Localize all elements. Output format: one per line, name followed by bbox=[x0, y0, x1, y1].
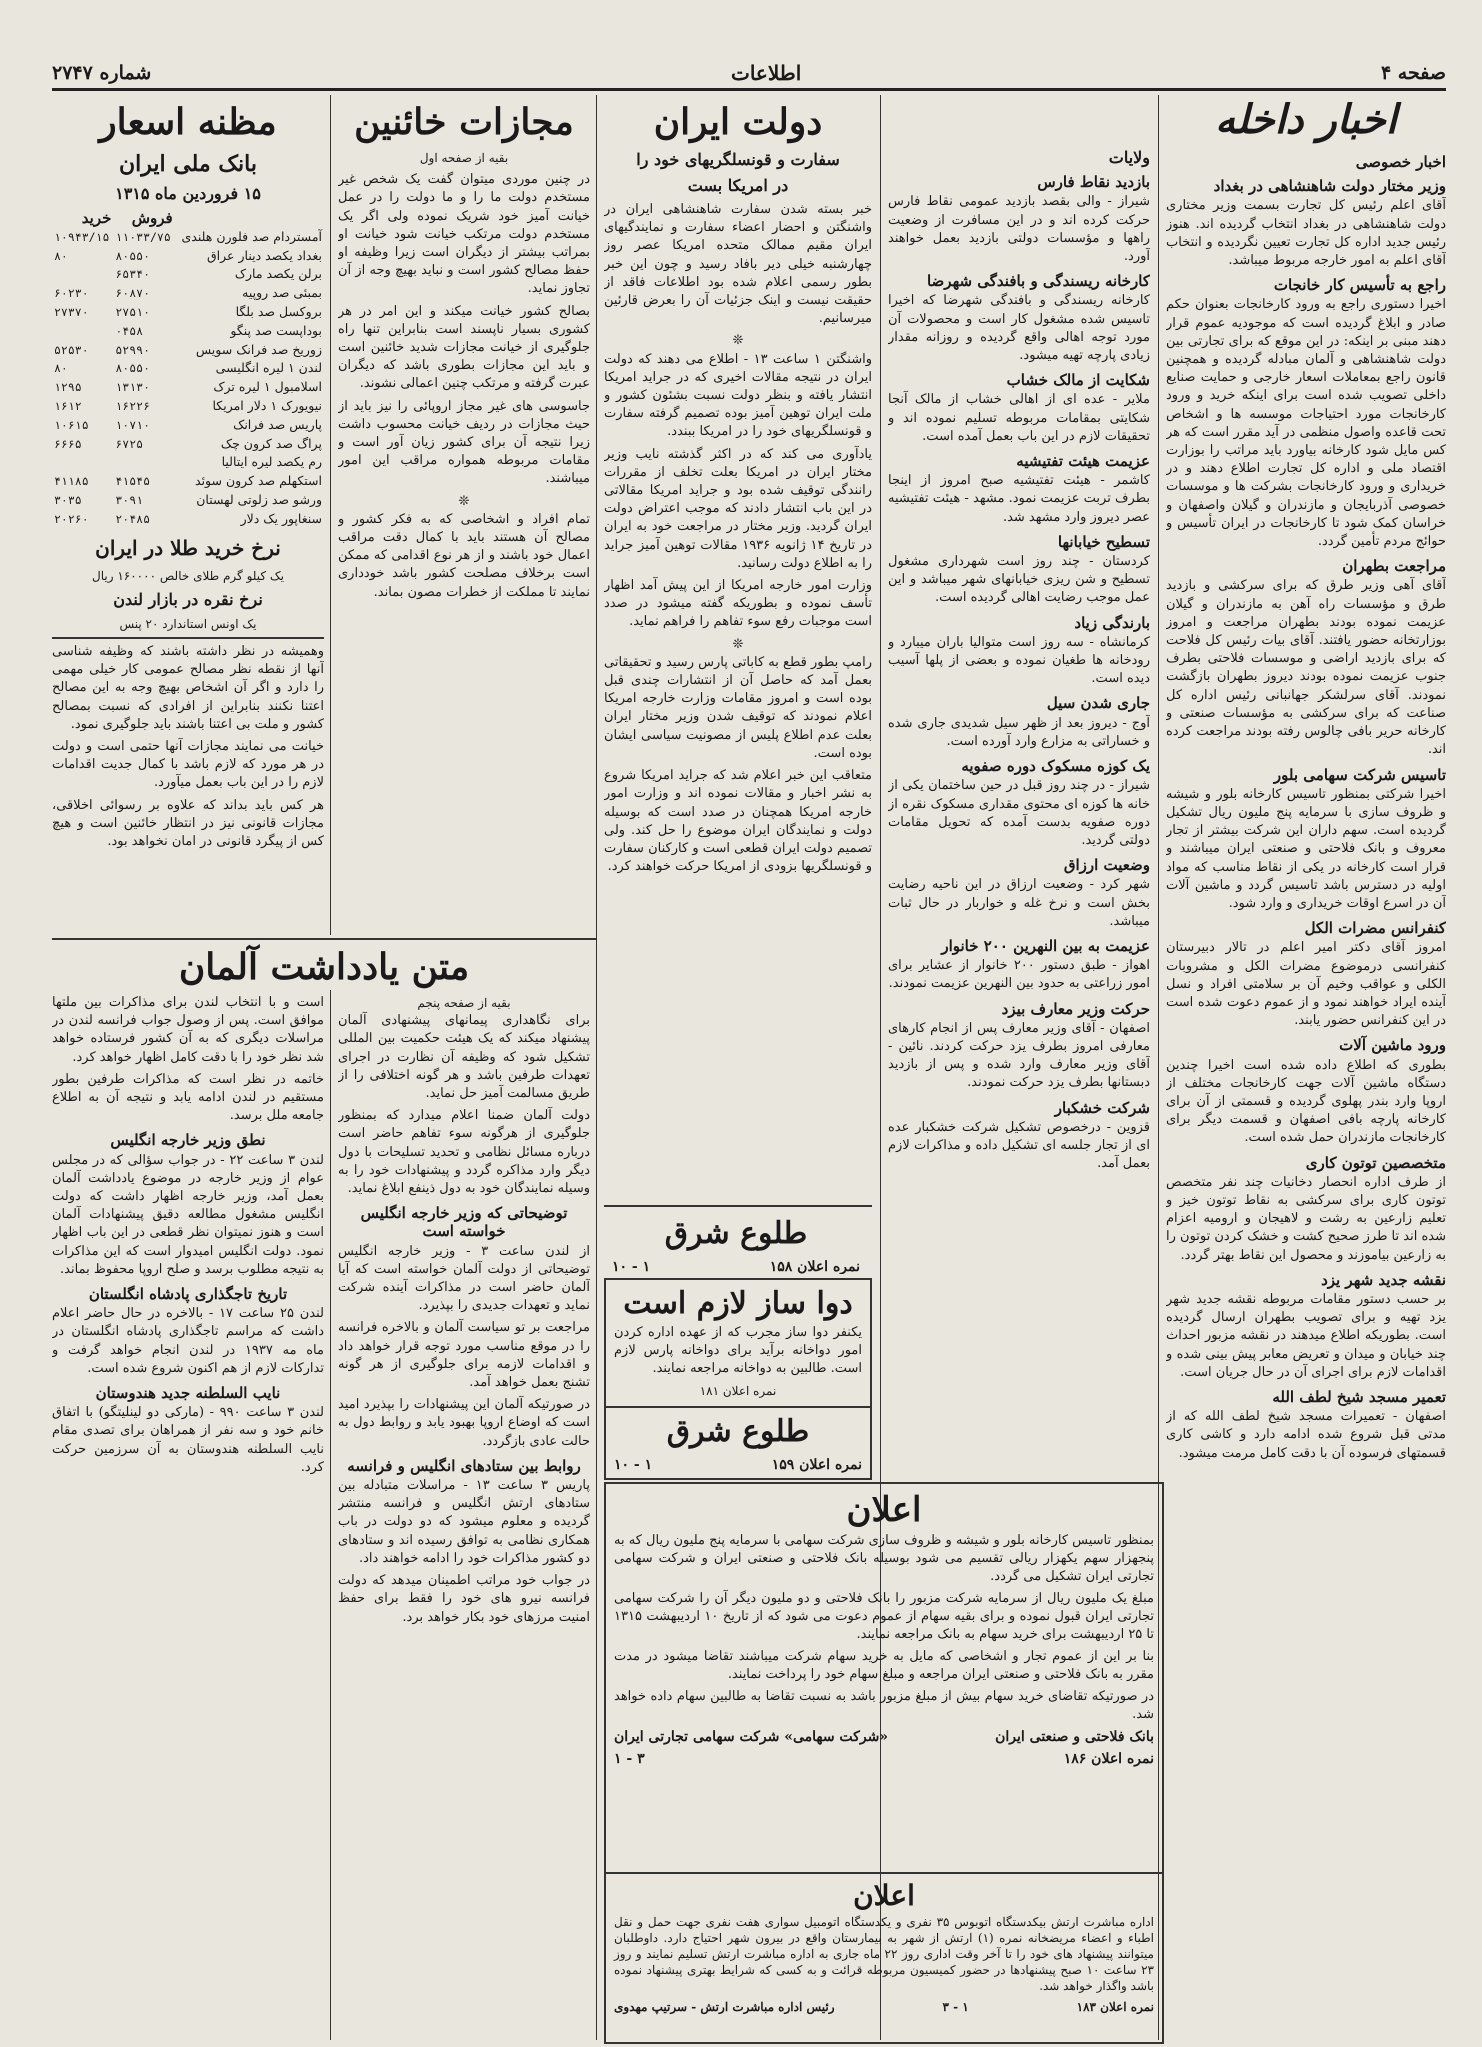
news-heading: عزیمت به بین النهرین ۲۰۰ خانوار bbox=[941, 936, 1150, 955]
rate-row: آمستردام صد فلورن هلندی ۱۱۰۳۳/۷۵ ۱۰۹۴۳/۱۵ bbox=[54, 228, 322, 244]
rate-row: پاریس صد فرانک ۱۰۷۱۰ ۱۰۶۱۵ bbox=[54, 416, 322, 432]
page-header bbox=[52, 58, 1446, 91]
article-paragraph: برای نگاهداری پیمانهای پیشنهادی آلمان پیشنهاد میکند که یک هیئت حکمیت بین المللی تشکیل شود که وظیفه آن نظارت در اجرای تعهدات طرفین باشد و هر گونه اختلافی را از طریق مسالمت آمیز حل نماید. bbox=[338, 1013, 590, 1102]
rate-row: نیویورک ۱ دلار امریکا ۱۶۲۲۶ ۱۶۱۲ bbox=[54, 397, 322, 413]
news-heading: ورود ماشین آلات bbox=[1339, 1036, 1446, 1055]
article-paragraph: لندن ۳ ساعت ۲۲ - در جواب سؤالی که در مجلس عوام از وزیر خارجه در موضوع یادداشت آلمان بعمل آمد، وزیر خارجه اظهار داشت که دولت انگلیس مشغول مطالعه دقیق پیشنهادات آلمان است و هنوز نمیتوان نظر قطعی در این باب اظهار نمود. دولت انگلیس امیدوار است که این مذاکرات به نتیجه مطلوب برسد و صلح اروپا محفوظ بماند. bbox=[52, 1152, 324, 1277]
article-paragraph: جاسوسی های غیر مجاز اروپائی را نیز باید از حیث مجازات در ردیف خیانت محسوب داشت زیرا نتیجه آن برای کشور زیان آور است و مقامات مربوطه همواره مراقب این امور میباشند. bbox=[338, 398, 590, 487]
rate-row: بروکسل صد بلگا ۲۷۵۱۰ ۲۷۳۷۰ bbox=[54, 303, 322, 319]
rate-row: بغداد یکصد دینار عراق ۸۰۵۵۰ ۸۰ bbox=[54, 247, 322, 263]
ad-number: نمره اعلان ۱۸۱ bbox=[699, 1384, 777, 1398]
separator-mark: ❊ bbox=[732, 636, 744, 652]
col-buy: خرید bbox=[81, 209, 112, 227]
rate-row: ورشو صد زلوتی لهستان ۳۰۹۱ ۳۰۳۵ bbox=[54, 491, 322, 507]
announcement-ad-2 bbox=[604, 1872, 1164, 2044]
article-paragraph: هر کس باید بداند که علاوه بر رسوائی اخلاقی، مجازات قانونی نیز در انتظار خائنین است و هیچ کس از پیگرد قانونی در امان نخواهد بود. bbox=[52, 797, 324, 849]
rate-row: برلن یکصد مارک ۶۵۳۴۰ bbox=[115, 266, 322, 282]
rates-title: مظنه اسعار bbox=[99, 101, 277, 143]
gold-line: یک کیلو گرم طلای خالص ۱۶۰۰۰۰ ریال bbox=[92, 568, 284, 583]
article-title: مجازات خائنین bbox=[354, 101, 574, 143]
news-heading: نقشه جدید شهر یزد bbox=[1321, 1270, 1446, 1289]
news-body: اصفهان - تعمیرات مسجد شیخ لطف الله که از مدتی قبل شروع شده ادامه دارد و کاشی کاری قسمتهای فرسوده آن با دقت کامل مرمت میشود. bbox=[1166, 1409, 1446, 1461]
news-body: شهر کرد - وضعیت ارزاق در این ناحیه رضایت بخش است و نرخ غله و خواربار در حال ثبات میباشد. bbox=[888, 877, 1150, 929]
ad-body: بنا بر این از عموم تجار و اشخاصی که مایل به خرید سهام شرکت میباشند تقاضا میشود در مدت مقرر به بانک فلاحتی و صنعتی ایران مراجعه و مبلغ سهام خود را پرداخت نمایند. bbox=[614, 1649, 1154, 1682]
rate-row: بوداپست صد پنگو ۰۴۵۸ bbox=[115, 322, 322, 338]
news-body: آقای اعلم رئیس کل تجارت بسمت وزیر مختاری دولت شاهنشاهی در بغداد انتخاب گردیده اند. هنوز رئیس جدید اداره کل تجارت تعیین نگردیده و انتخاب آقای اعلم به امور خارجه مربوط میباشد. bbox=[1166, 198, 1446, 269]
article-subtitle: سفارت و قونسلگریهای خود را bbox=[636, 150, 840, 169]
ad-pharmacist bbox=[604, 1278, 872, 1408]
rate-row: زوریخ صد فرانک سویس ۵۲۹۹۰ ۵۲۵۳۰ bbox=[54, 341, 322, 357]
news-heading: روابط بین ستادهای انگلیس و فرانسه bbox=[347, 1456, 581, 1475]
ad-body: مبلغ یک ملیون ریال از سرمایه شرکت مزبور را بانک فلاحتی و دو ملیون دیگر آن را شرکت سهامی تجارتی ایران قبول نموده و برای بقیه سهام از عموم دعوت می شود که از تاریخ ۱۰ اردیبهشت ۱۳۱۵ تا ۲۵ اردیبهشت برای خرید سهام به بانک مراجعه نمایند. bbox=[614, 1591, 1154, 1642]
column-rule bbox=[330, 990, 331, 2040]
news-body: اخیرا دستوری راجع به ورود کارخانجات بعنوان حکم صادر و ابلاغ گردیده است که موجودیه عموم قرار دهند مبنی بر اینکه: در این موقع که برای تجارتی بین دولت شاهنشاهی و آلمان مبادله گردیده و همچنین قانون راجع بمعاملات اسعار خارجی و حمایت صنایع داخلی تصویب شده است برای اینکه خرید و ورود کارخانجات مورد احتیاجات موسسه ها و اشخاص تحت قاعده واصول منظمی در آید مقرر است که هر کس مایل شود کارخانه بیاورد باید مراتب را بوزارت اقتصاد ملی و اداره کل تجارت اطلاع دهند و در خریداری و ورود کارخانجات بشرکت ها و موسسات خصوصی آذربایجان و مازندران و گیلان واصفهان و خراسان کمک شود تا کارخانجات در ایران تأسیس و حوائج مردم تأمین گردد. bbox=[1166, 297, 1446, 550]
news-heading: شرکت خشکبار bbox=[1054, 1098, 1150, 1117]
news-body: کارخانه ریسندگی و بافندگی شهرضا که اخیرا تاسیس شده مشغول کار است و محصولات آن مورد توجه اهالی واقع گردیده و روزانه مقدار زیادی پارچه تهیه میشود. bbox=[888, 293, 1150, 364]
news-block bbox=[1166, 276, 1446, 551]
article-paragraph: وزارت امور خارجه امریکا از این پیش آمد اظهار تأسف نموده و بطوریکه گفته میشود در صدد است موجبات رفع سوء تفاهم را فراهم نماید. bbox=[604, 578, 872, 630]
ad-signatures: بانک فلاحتی و صنعتی ایران «شرکت سهامی» شرکت سهامی تجارتی ایران bbox=[614, 1729, 1154, 1745]
news-heading: جاری شدن سیل bbox=[1046, 694, 1150, 713]
column-rule bbox=[330, 95, 331, 935]
ad-body: بمنظور تاسیس کارخانه بلور و شیشه و ظروف سازی شرکت سهامی با سرمایه پنج ملیون ریال که به پنجهزار سهم یکهزار ریالی تقسیم می شود بوسیله بانک فلاحتی و صنعتی ایران و شرکت سهامی تجارتی ایران تشکیل می گردد. bbox=[614, 1533, 1154, 1584]
news-body: قزوین - درخصوص تشکیل شرکت خشکبار عده ای از تجار جلسه ای تشکیل داده و مذاکرات لازم بعمل آمد. bbox=[888, 1119, 1150, 1172]
article-paragraph: متعاقب این خبر اعلام شد که جراید امریکا شروع به نشر اخبار و مقالات نموده اند و وزارت امور خارجه امریکا همچنان در صدد است که بوسیله دولت و نمایندگان ایران موضوع را حل کند. ولی تصمیم دولت ایران قطعی است و کارکنان سفارت و قونسلگریها بزودی از امریکا حرکت خواهند کرد. bbox=[604, 768, 872, 875]
ad-title: طلوع شرق bbox=[664, 1216, 808, 1251]
separator-mark: ❊ bbox=[458, 493, 470, 509]
article-subtitle: در امریکا بست bbox=[687, 176, 789, 195]
news-heading: شکایت از مالک خشاب bbox=[1006, 371, 1150, 390]
column-rule bbox=[596, 95, 597, 2040]
rate-row: بمبئی صد روپیه ۶۰۸۷۰ ۶۰۲۳۰ bbox=[54, 285, 322, 301]
rate-row: استکهلم صد کرون سوئد ۴۱۵۴۵ ۴۱۱۸۵ bbox=[54, 473, 322, 489]
news-block bbox=[888, 371, 1150, 446]
news-section-title: اخبار داخله bbox=[1215, 96, 1397, 143]
rate-row: پراگ صد کرون چک ۶۷۲۵ ۶۶۶۵ bbox=[54, 435, 322, 451]
ad-tulu-shargh-2 bbox=[604, 1406, 872, 1480]
article-title: دولت ایران bbox=[653, 101, 823, 143]
news-body: اصفهان - آقای وزیر معارف پس از انجام کارهای معارفی امروز بطرف یزد حرکت کردند. نائین - آقای وزیر معارف وارد شده و پس از بازدید دبستانها بطرف یزد حرکت نمودند. bbox=[888, 1020, 1150, 1091]
rate-row: لندن ۱ لیره انگلیسی ۸۰۵۵۰ ۸۰ bbox=[54, 360, 322, 376]
article-paragraph: از لندن ساعت ۳ - وزیر خارجه انگلیس توضیحاتی از دولت آلمان خواسته است که آیا آلمان حاضر است در مذاکرات آینده شرکت نماید و تعهدات جدیدی را بپذیرد. bbox=[338, 1243, 590, 1314]
article-paragraph: لندن ۲۵ ساعت ۱۷ - بالاخره در حال حاضر اعلام داشت که مراسم تاجگذاری پادشاه انگلستان در ماه مه ۱۹۳۷ در لندن انجام خواهد گرفت و تدارکات لازم از هم اکنون شروع شده است. bbox=[52, 1306, 324, 1376]
news-block bbox=[1166, 1388, 1446, 1463]
ad-title: اعلان bbox=[846, 1490, 922, 1530]
news-block bbox=[888, 937, 1150, 994]
col-sell: فروش bbox=[131, 209, 173, 227]
article-paragraph: تمام افراد و اشخاصی که به فکر کشور و مصالح آن هستند باید با کمال دقت مراقب اعمال خود باشند و از هر نوع اقدامی که ممکن است برخلاف مصلحت کشور باشد خودداری نمایند تا مملکت از خطرات مصون بماند. bbox=[338, 511, 590, 600]
rates-header-row bbox=[52, 209, 324, 228]
germany-article-left bbox=[52, 994, 324, 2039]
news-body: شیراز - والی بقصد بازدید عمومی نقاط فارس حرکت کرده اند و در این مسافرت از وضعیت راهها و مؤسسات دولتی بازدید بعمل خواهند آورد. bbox=[888, 194, 1150, 265]
news-body: اهواز - طبق دستور ۲۰۰ خانوار از عشایر برای امور زراعتی به حدود بین النهرین عزیمت نمودند. bbox=[888, 958, 1150, 992]
ad-title: اعلان bbox=[853, 1879, 915, 1912]
article-paragraph: خیانت می نمایند مجازات آنها حتمی است و دولت در هر مورد که لازم باشد با کمال جدیت اقدامات لازم را در این باب بعمل میآورد. bbox=[52, 738, 324, 791]
news-heading: متخصصین توتون کاری bbox=[1305, 1153, 1446, 1172]
ad-footer: نمره اعلان ۱۸۶ ۳ - ۱ bbox=[614, 1751, 1154, 1767]
continued-note: بقیه از صفحه اول bbox=[419, 151, 509, 165]
news-body: امروز آقای دکتر امیر اعلم در تالار دبیرستان کنفرانسی درموضوع مضرات الکل و مشروبات الکلی و عواقب وخیم آن بر سلامتی افراد و نسل آینده ایراد خواهند نمود و از عموم دعوت شده است در این کنفرانس حضور یابند. bbox=[1166, 940, 1446, 1029]
ad-body: در صورتیکه تقاضای خرید سهام بیش از مبلغ مزبور باشد به نسبت تقاضا به طالبین سهام داده خواهد شد. bbox=[614, 1689, 1154, 1722]
news-heading: توضیحاتی که وزیر خارجه انگلیس خواسته است bbox=[360, 1204, 568, 1241]
traitors-article bbox=[338, 95, 590, 930]
news-block bbox=[888, 614, 1150, 689]
news-heading: حرکت وزیر معارف بیزد bbox=[1001, 999, 1150, 1018]
news-block bbox=[1166, 766, 1446, 914]
news-body: بر حسب دستور مقامات مربوطه نقشه جدید شهر یزد تهیه و برای تصویب بطهران ارسال گردیده است. بطوریکه اطلاع میدهند در نقشه مزبور احداث چند خیابان و میدان و تعریض معابر پیش بینی شده و اقدامات لازم برای اجرای آن در حال جریان است. bbox=[1166, 1291, 1446, 1380]
rate-row: سنغاپور یک دلار ۲۰۴۸۵ ۲۰۲۶۰ bbox=[54, 510, 322, 526]
news-heading: تاریخ تاجگذاری پادشاه انگلستان bbox=[88, 1285, 288, 1304]
article-paragraph: وهمیشه در نظر داشته باشند که وظیفه شناسی آنها از نقطه نظر مصالح عمومی کار خیلی مهمی را دارد و اگر آن اشخاص بهیچ وجه به این مصالح اعتنا نکنند بنابراین از افرادی که نسبت بمصالح کشور و ملت بی اعتنا باشند باید جلوگیری نمود. bbox=[52, 643, 324, 732]
article-paragraph: لندن ۳ ساعت ۹۹۰ - (مارکی دو لینلیتگو) با اتفاق خانم خود و سه نفر از همراهان برای تصدی مقام نایب السلطنه هندوستان به آن سرزمین حرکت کرد. bbox=[52, 1405, 324, 1475]
rates-date: ۱۵ فروردین ماه ۱۳۱۵ bbox=[115, 184, 261, 203]
news-heading: تعمیر مسجد شیخ لطف الله bbox=[1272, 1388, 1446, 1406]
news-block bbox=[888, 856, 1150, 931]
rates-column bbox=[52, 95, 324, 935]
silver-title: نرخ نقره در بازار لندن bbox=[113, 589, 263, 609]
news-heading: راجع به تأسیس کار خانجات bbox=[1273, 276, 1446, 295]
rates-bank: بانک ملی ایران bbox=[118, 151, 257, 177]
news-block bbox=[1166, 1036, 1446, 1147]
article-paragraph: رامپ بطور قطع به کاباتی پارس رسید و تحقیقاتی بعمل آمد که حاصل آن از انتشارات چندی قبل بوده است و امروز مقامات وزارت خارجه امریکا اعلام نمودند که توقیف شدن وزیر مختار ایران بعلت عدم اطلاع پلیس از مصونیت سیاسی ایشان بوده است. bbox=[604, 654, 872, 761]
news-body: آوج - دیروز بعد از ظهر سیل شدیدی جاری شده و خساراتی به مزارع وارد آورده است. bbox=[888, 715, 1150, 749]
news-block bbox=[888, 272, 1150, 365]
article-paragraph: پاریس ۳ ساعت ۱۳ - مراسلات متبادله بین ستادهای ارتش انگلیس و فرانسه منتشر گردیده و معلوم میشود که دو دولت در باب همکاری نظامی به توافق رسیده اند و ستادهای دو کشور مذاکرات خود را ادامه خواهند داد. bbox=[338, 1478, 590, 1566]
article-paragraph: دولت آلمان ضمنا اعلام میدارد که بمنظور جلوگیری از هرگونه سوء تفاهم حاضر است درباره مسائل نظامی و تحدید تسلیحات با دول دیگر وارد مذاکره گردد و پیشنهادات خود را به وسیله نمایندگان خود به دول ذینفع ابلاغ نماید. bbox=[338, 1108, 590, 1197]
news-heading: وزیر مختار دولت شاهنشاهی در بغداد bbox=[1213, 177, 1446, 196]
article-paragraph: خبر بسته شدن سفارت شاهنشاهی ایران در واشنگتن و احضار اعضاء سفارت و نمایندگیهای ایران مقیم ممالک متحده امریکا عصر روز چهارشنبه خیلی دیر بافاد رسید و چون این خبر بطور رسمی اعلام شده بود اطلاعات فاقد از حقیقت نیست و اینک جزئیات آن را بعرض قارئین میرسانیم. bbox=[604, 202, 872, 327]
section-rule bbox=[604, 1205, 872, 1207]
news-body: کرمانشاه - سه روز است متوالیا باران میبارد و رودخانه ها طغیان نموده و بعضی از پلها آسیب دیده است. bbox=[888, 634, 1150, 687]
news-body: از طرف اداره انحصار دخانیات چند نفر متخصص توتون کاری برای سرکشی به نقاط توتون خیز و تعلیم زارعین به رشت و لاهیجان و ارومیه اعزام شده اند تا طرز صحیح کشت و خشک کردن توتون را به زارعین بیاموزند و محصول این نقاط بهتر گردد. bbox=[1166, 1174, 1446, 1263]
news-block bbox=[888, 694, 1150, 751]
news-heading: بازدید نقاط فارس bbox=[1037, 173, 1150, 192]
news-block bbox=[1166, 1271, 1446, 1382]
news-heading: کنفرانس مضرات الکل bbox=[1304, 919, 1446, 938]
news-heading: تاسیس شرکت سهامی بلور bbox=[1273, 765, 1446, 784]
news-block bbox=[888, 173, 1150, 266]
announcement-ad-1 bbox=[604, 1482, 1164, 1874]
issue-number: شماره ۲۷۴۷ bbox=[52, 62, 152, 84]
news-block bbox=[1166, 919, 1446, 1030]
news-block bbox=[1166, 177, 1446, 270]
paper-name: اطلاعات bbox=[731, 61, 802, 85]
article-paragraph: بصالح کشور خیانت میکند و این امر در هر کشوری بسیار ناپسند است بنابراین تنها راه جلوگیری از خیانت مجازات شدید خائنین است و باید این مجازات بطوری باشد که دیگران عبرت گرفته و مرتکب چنین اعمالی نشوند. bbox=[338, 303, 590, 392]
news-block bbox=[888, 533, 1150, 608]
article-paragraph: یادآوری می کند که در اکثر گذشته نایب وزیر مختار ایران در امریکا بعلت تخلف از مقررات رانندگی توقیف شده بود و جراید امریکا مقالاتی در این باب انتشار دادند که موجب اعتراض دولت ایران گردید. وزیر مختار در مراجعت خود به ایران در تاریخ ۱۴ ژانویه ۱۹۳۶ مقالات توهین آمیز جراید را به اطلاع دولت رسانید. bbox=[604, 446, 872, 571]
news-block bbox=[888, 452, 1150, 527]
germany-article-right bbox=[338, 994, 590, 2039]
news-block bbox=[888, 1099, 1150, 1174]
rates-table bbox=[52, 209, 324, 529]
section-label-private: اخبار خصوصی bbox=[1355, 153, 1446, 171]
news-body: کاشمر - هیئت تفتیشیه صبح امروز از اینجا بطرف تربت عزیمت نمود. مشهد - هیئت تفتیشیه عصر دیروز وارد مشهد شد. bbox=[888, 473, 1150, 525]
article-paragraph: مراجعت بر تو سیاست آلمان و بالاخره فرانسه را در موقع مناسب مورد توجه قرار خواهد داد و اقدامات لازمه برای جلوگیری از هر گونه تشنج بعمل خواهد آمد. bbox=[338, 1320, 590, 1391]
ad-title: طلوع شرق bbox=[666, 1414, 810, 1449]
separator-mark: ❊ bbox=[732, 333, 744, 349]
article-paragraph: واشنگتن ۱ ساعت ۱۳ - اطلاع می دهند که دولت ایران در نتیجه مقالات اخیری که در جراید امریکا انتشار یافته و بنظر دولت نسبت بشئون کشور و ملت ایران توهین آمیز بوده تصمیم گرفته سفارت و قونسلگریهای خود را در امریکا ببندد. bbox=[604, 351, 872, 440]
news-heading: کارخانه ریسندگی و بافندگی شهرضا bbox=[926, 272, 1150, 291]
continued-note: بقیه از صفحه پنجم bbox=[417, 996, 511, 1010]
article-paragraph: در جواب خود مراتب اطمینان میدهد که دولت فرانسه نیرو های خود را فقط برای حفظ امنیت مرزهای خود بکار خواهد برد. bbox=[338, 1573, 590, 1625]
section-label-provinces: ولایات bbox=[1108, 148, 1150, 167]
section-rule bbox=[52, 938, 596, 940]
news-heading: بارندگی زیاد bbox=[1074, 613, 1150, 632]
news-body: کردستان - چند روز است شهرداری مشغول تسطیح و شن ریزی خیابانهای شهر میباشد و این عمل موجب رضایت اهالی گردیده است. bbox=[888, 554, 1150, 606]
news-heading: تسطیح خیابانها bbox=[1057, 532, 1150, 551]
article-paragraph: در صورتیکه آلمان این پیشنهادات را بپذیرد امید است که اوضاع اروپا بهبود یابد و روابط دول به حالت عادی بازگردد. bbox=[338, 1397, 590, 1449]
news-heading: نطق وزیر خارجه انگلیس bbox=[110, 1131, 266, 1150]
news-body: بطوری که اطلاع داده شده است اخیرا چندین دستگاه ماشین آلات جهت کارخانجات مختلف از اروپا وارد بندر پهلوی گردیده و قسمتی از آن برای کارخانه پارچه بافی اصفهان و قسمت دیگر برای کارخانجات مازندران حمل شده است. bbox=[1166, 1057, 1446, 1146]
germany-title: متن یادداشت آلمان bbox=[178, 946, 470, 988]
news-heading: وضعیت ارزاق bbox=[1063, 856, 1150, 875]
ad-footer: نمره اعلان ۱۵۹ ۱ - ۱۰ bbox=[614, 1457, 862, 1473]
article-paragraph: در چنین موردی میتوان گفت یک شخص غیر مستخدم دولت ما را و ما دولت را در عمل خیانت آمیز خود شریک نموده ولی اگر یک مستخدم دولت مرتکب خیانت شود خیانت او بمراتب بیشتر از دیگران است زیرا وظیفه او حفظ مصالح کشور است و نباید بهیچ وجه از آن تجاوز نماید. bbox=[338, 172, 590, 297]
news-block bbox=[1166, 557, 1446, 759]
news-column bbox=[1166, 95, 1446, 2045]
rate-row: رم یکصد لیره ایتالیا bbox=[221, 454, 322, 470]
news-block bbox=[1166, 1154, 1446, 1265]
provinces-column bbox=[888, 95, 1150, 1495]
ad-title: دوا ساز لازم است bbox=[623, 1286, 853, 1321]
page-number: صفحه ۴ bbox=[1380, 62, 1446, 84]
ad-footer: نمره اعلان ۱۸۳ ۱ - ۳ رئیس اداره مباشرت ارتش - سرتیپ مهدوی bbox=[614, 2000, 1154, 2014]
news-heading: یک کوزه مسکوک دوره صفویه bbox=[961, 757, 1150, 776]
news-heading: مراجعت بطهران bbox=[1342, 557, 1446, 576]
news-heading: عزیمت هیئت تفتیشیه bbox=[1016, 452, 1150, 471]
ad-body: یکنفر دوا ساز مجرب که از عهده اداره کردن امور دواخانه برآید برای دواخانه پارس لازم است. طالبین به دواخانه مراجعه نمایند. bbox=[614, 1325, 862, 1376]
news-body: اخیرا شرکتی بمنظور تاسیس کارخانه بلور و شیشه و ظروف سازی با سرمایه پنج ملیون ریال تشکیل گردیده است. سهم داران این شرکت بیشتر از تجار معروف و بانک فلاحتی و صنعتی ایران میباشند و قرار است کارخانه در یکی از نقاط مناسب که مواد اولیه در دسترس باشد تاسیس گردد و ماشین آلات آن در اسرع اوقات خریداری و وارد شود. bbox=[1166, 786, 1446, 911]
article-paragraph: خاتمه در نظر است که مذاکرات طرفین بطور مستقیم در لندن ادامه یابد و نتیجه آن به اطلاع جامعه ملل برسد. bbox=[52, 1071, 324, 1124]
gold-title: نرخ خرید طلا در ایران bbox=[95, 535, 281, 560]
silver-line: یک اونس استاندارد ۲۰ پنس bbox=[52, 615, 324, 639]
rate-row: اسلامبول ۱ لیره ترک ۱۳۱۳۰ ۱۲۹۵ bbox=[54, 379, 322, 395]
news-block bbox=[888, 757, 1150, 850]
article-paragraph: است و با انتخاب لندن برای مذاکرات بین ملتها موافق است. پس از وصول جواب فرانسه لندن در مراسلات دیگری که به آن کشور فرستاده خواهد شد نظر خود را با دقت کامل اظهار خواهد کرد. bbox=[52, 995, 324, 1065]
news-body: ملایر - عده ای از اهالی خشاب از مالک آنجا شکایتی بمقامات مربوطه تسلیم نموده اند و تحقیقات لازم در این باب بعمل آمده است. bbox=[888, 392, 1150, 444]
news-heading: نایب السلطنه جدید هندوستان bbox=[95, 1384, 281, 1403]
ad-footer: نمره اعلان ۱۵۸ ۱ - ۱۰ bbox=[612, 1259, 860, 1274]
ad-tulu-shargh-1 bbox=[604, 1210, 868, 1274]
ad-body: اداره مباشرت ارتش بیکدستگاه اتوبوس ۳۵ نفری و یکدستگاه اتومبیل سواری هفت نفری جهت حمل و نقل اطباء و اعضاء مریضخانه نمره (۱) ارتش از شهر به بیمارستان واقع در بیرون شهر احتیاج دارد. داوطلبان میتوانند پیشنهاد های خود را تا آخر وقت اداری روز ۲۲ ماه جاری به اداره مباشرت ارتش تسلیم نمایند و روز ۲۳ ساعت ۱۰ صبح پیشنهادها در حضور کمیسیون مربوطه قرائت و به کسی که شرایط بهتری پیشنهاد نموده باشد واگذار خواهد شد. bbox=[614, 1915, 1154, 1993]
news-body: آقای آهی وزیر طرق که برای سرکشی و بازدید طرق و مؤسسات راه آهن به مازندران و گیلان عزیمت نموده بودند بطهران مراجعت و امروز بوزارتخانه حضور یافتند. آقای بیات رئیس کل فلاحت که برای بازدید اراضی و موسسات فلاحتی بطرف جنوب عزیمت نموده بودند دیروز بطهران بازگشت نمودند. آقای سرلشکر جهانبانی رئیس اداره کل صناعت که برای سرکشی به مؤسسات صنعتی و کارخانه حریر بافی چالوس رفته بودند مراجعت کرده اند. bbox=[1166, 578, 1446, 758]
news-body: شیراز - در چند روز قبل در حین ساختمان یکی از خانه ها کوزه ای محتوی مقداری مسکوک نقره از دوره صفویه بدست آمده که تحویل مقامات دولتی گردید. bbox=[888, 778, 1150, 848]
news-block bbox=[888, 1000, 1150, 1093]
iran-gov-article bbox=[604, 95, 872, 1240]
